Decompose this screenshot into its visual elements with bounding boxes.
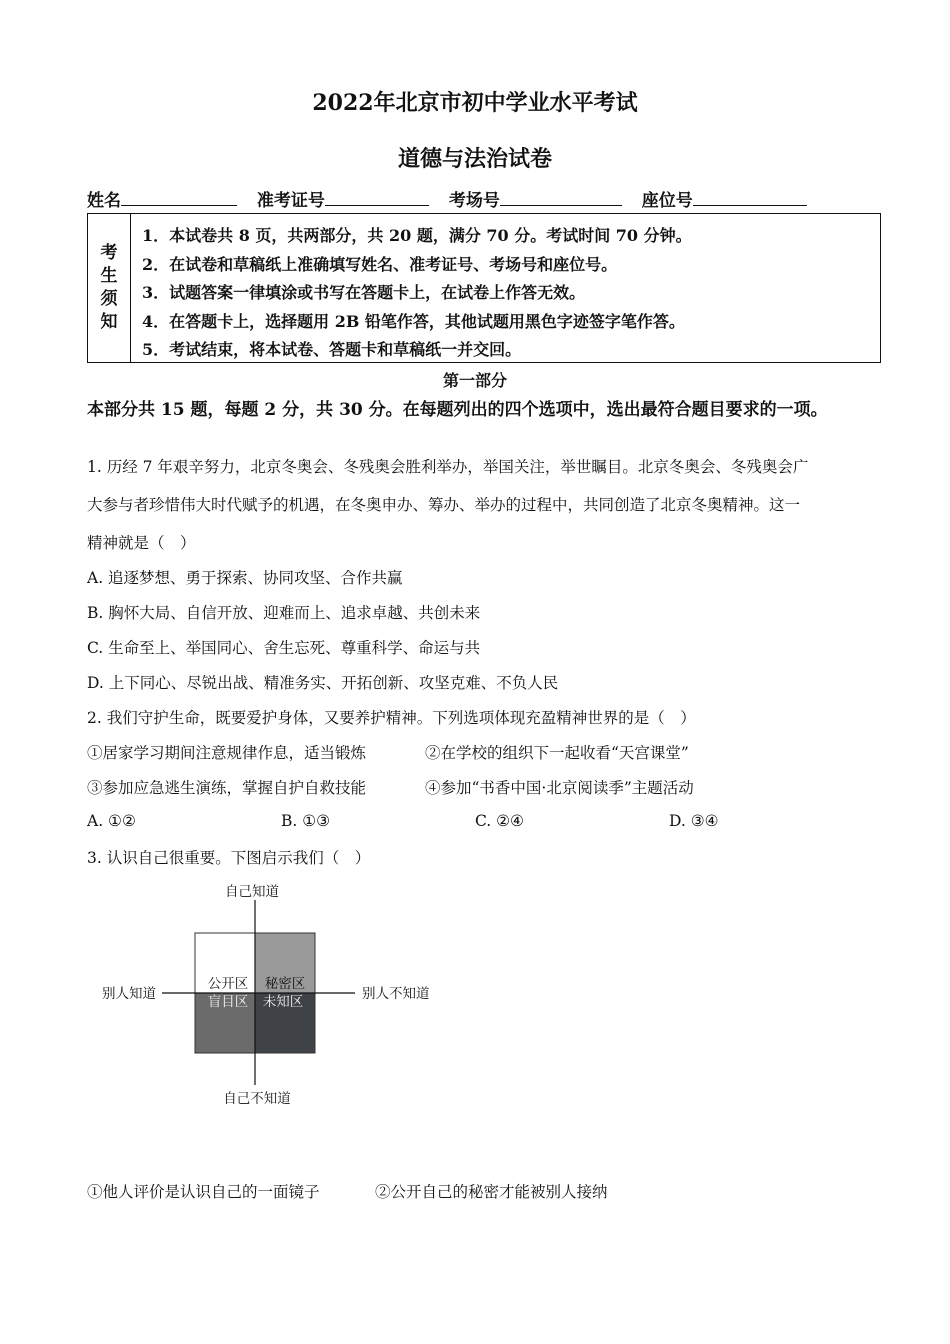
q2-option-b: B. ①③: [281, 812, 331, 830]
open-area-label: 公开区: [207, 976, 249, 992]
q1-option-a: A. 追逐梦想、勇于探索、协同攻坚、合作共赢: [87, 569, 403, 587]
notice-item: 1．本试卷共 8 页，共两部分，共 20 题，满分 70 分。考试时间 70 分钟。: [142, 226, 692, 245]
notice-item: 5．考试结束，将本试卷、答题卡和草稿纸一并交回。: [142, 340, 522, 359]
q2-option-a: A. ①②: [87, 812, 136, 830]
notice-item: 2．在试卷和草稿纸上准确填写姓名、准考证号、考场号和座位号。: [142, 254, 618, 274]
part-title: 第一部分: [442, 371, 507, 390]
name-label: 姓名: [87, 191, 121, 211]
secret-area-label: 秘密区: [264, 976, 306, 992]
exam-subtitle: 道德与法治试卷: [397, 146, 552, 172]
notice-item: 3．试题答案一律填涂或书写在答题卡上，在试卷上作答无效。: [142, 283, 586, 302]
right-axis-label: 别人不知道: [362, 986, 430, 1002]
seat-blank: [693, 189, 807, 206]
notice-label: 考生须知: [100, 243, 118, 332]
bottom-axis-label: 自己不知道: [223, 1091, 291, 1107]
q2-statement-3: ③参加应急逃生演练，掌握自护自救技能: [87, 779, 367, 797]
blind-area-label: 盲目区: [207, 994, 249, 1010]
q2-statement-4: ④参加“书香中国·北京阅读季”主题活动: [425, 779, 694, 797]
room-blank: [500, 189, 622, 206]
top-axis-label: 自己知道: [225, 884, 279, 900]
room-label: 考场号: [448, 191, 500, 211]
q1-option-c: C. 生命至上、举国同心、舍生忘死、尊重科学、命运与共: [87, 639, 481, 657]
unknown-area-label: 未知区: [262, 994, 304, 1010]
q1-line: 精神就是（ ）: [87, 534, 196, 552]
q1-line: 1. 历经 7 年艰辛努力，北京冬奥会、冬残奥会胜利举办，举国关注，举世瞩目。北京冬奥会、冬残奥会广: [87, 458, 809, 476]
q2-statement-1: ①居家学习期间注意规律作息，适当锻炼: [87, 744, 367, 762]
notice-item: 4．在答题卡上，选择题用 2B 铅笔作答，其他试题用黑色字迹签字笔作答。: [142, 311, 685, 331]
q2-stem: 2. 我们守护生命，既要爱护身体，又要养护精神。下列选项体现充盈精神世界的是（ ）: [87, 709, 696, 727]
candidate-notice-box: [87, 213, 881, 363]
johari-window-svg: [90, 880, 450, 1110]
q2-option-c: C. ②④: [475, 812, 524, 830]
notice-items: [142, 222, 692, 365]
exam-id-label: 准考证号: [256, 191, 325, 211]
part-description: 本部分共 15 题，每题 2 分，共 30 分。在每题列出的四个选项中，选出最符合题目要求的一项。: [87, 400, 828, 420]
left-axis-label: 别人知道: [102, 986, 156, 1002]
q3-statement-1: ①他人评价是认识自己的一面镜子: [87, 1183, 320, 1201]
johari-window-diagram: [90, 880, 450, 1110]
name-blank: [121, 189, 237, 206]
q1-line: 大参与者珍惜伟大时代赋予的机遇，在冬奥申办、筹办、举办的过程中，共同创造了北京冬奥精神。这一: [87, 496, 801, 514]
q1-option-b: B. 胸怀大局、自信开放、迎难而上、追求卓越、共创未来: [87, 604, 481, 622]
exam-id-blank: [325, 189, 429, 206]
notice-label-cell: [88, 214, 131, 362]
candidate-info-row: [87, 186, 807, 211]
seat-label: 座位号: [641, 191, 693, 211]
q2-statement-2: ②在学校的组织下一起收看“天宫课堂”: [425, 744, 689, 762]
exam-title: 2022年北京市初中学业水平考试: [312, 90, 638, 116]
q1-option-d: D. 上下同心、尽锐出战、精准务实、开拓创新、攻坚克难、不负人民: [87, 674, 559, 692]
q3-stem: 3. 认识自己很重要。下图启示我们（ ）: [87, 849, 371, 867]
q3-statement-2: ②公开自己的秘密才能被别人接纳: [375, 1183, 608, 1201]
q2-option-d: D. ③④: [669, 812, 719, 830]
